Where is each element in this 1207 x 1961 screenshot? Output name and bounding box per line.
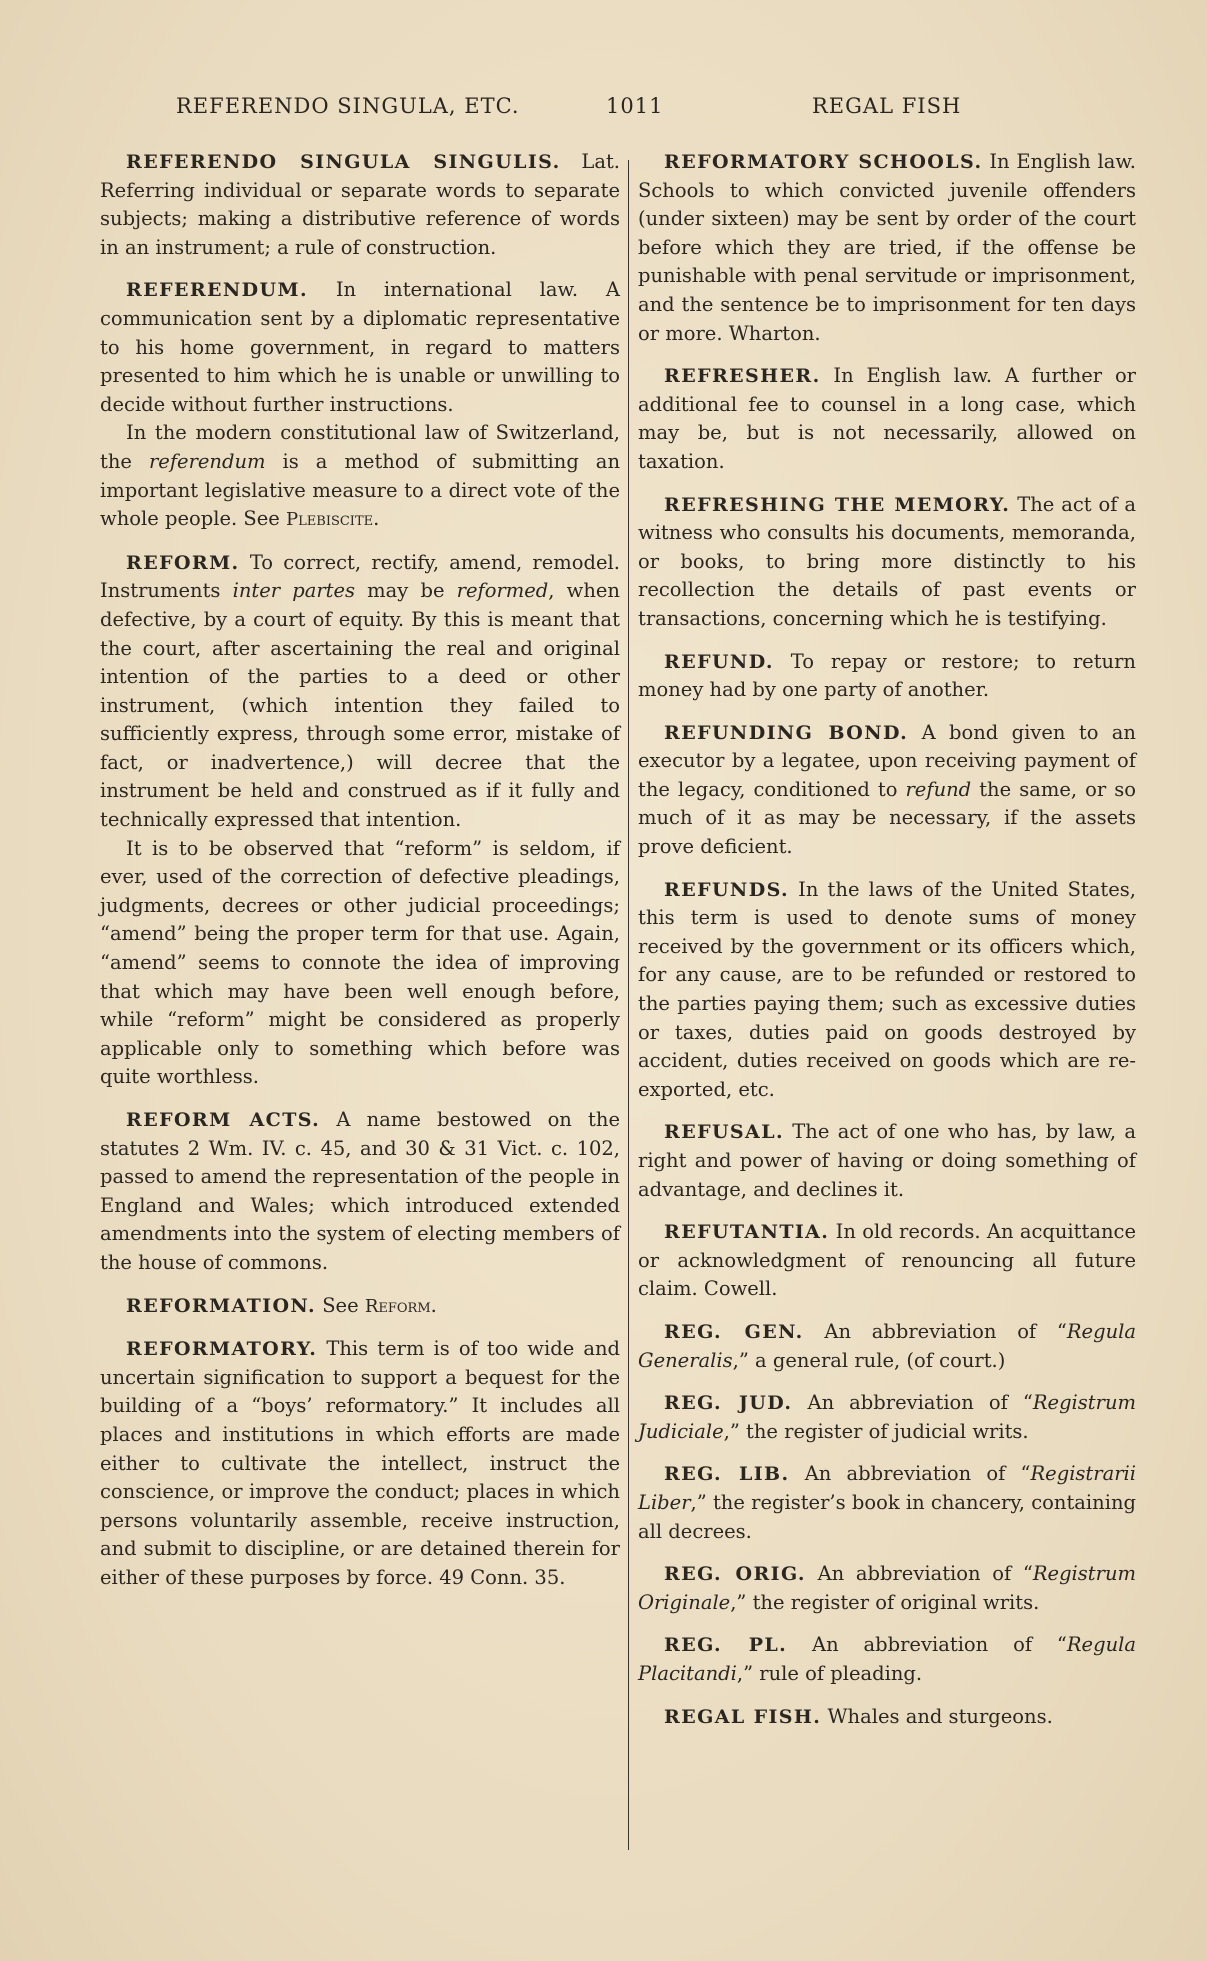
entry-refunding-bond [638, 719, 1136, 862]
entry-reg-jud [638, 1389, 1136, 1446]
running-head-left: REFERENDO SINGULA, ETC. [176, 94, 520, 118]
definition-paragraph: It is to be observed that “reform” is seldom, if ever, used of the correction of defective pleadings, judgments, decrees or other judicial proceedings; “amend” being the proper term for that use. Again, “amend” seems to connote the idea of improving that which may have been well enough before, while “reform” might be considered as properly applicable only to something which before was quite worthless. [100, 836, 620, 1089]
definition-text: See [322, 1293, 365, 1317]
italic-term: inter partes [232, 579, 356, 603]
definition-text: , when defective, by a court of equity. By this is meant that the court, after ascertaining the real and original intention of the parties to a deed or other instrument, (which intention they failed to sufficiently express, through some error, mistake of fact, or inadvertence,) will decree that the instrument be held and construed as if it fully and technically expressed that intention. [100, 579, 620, 832]
entry-reformatory [100, 1335, 620, 1592]
definition: Whales and sturgeons. [827, 1704, 1053, 1728]
definition: Lat. Referring individual or separate words to separate subjects; making a distributive reference of words in an instrument; a rule of construction. [100, 150, 620, 259]
page-number: 1011 [606, 94, 664, 118]
definition-text: . [373, 507, 380, 531]
entry-reform-acts [100, 1106, 620, 1278]
right-column [638, 148, 1136, 1745]
definition: A name bestowed on the statutes 2 Wm. IV. c. 45, and 30 & 31 Vict. c. 102, passed to amend the representation of the people in England and Wales; which introduced extended amendments into the system of electing members of the house of commons. [100, 1108, 620, 1274]
definition: This term is of too wide and uncertain signification to support a bequest for the building of a “boys’ reformatory.” It includes all places and institutions in which efforts are made either to cultivate the intellect, instruct the conscience, or improve the conduct; places in which persons voluntarily assemble, receive instruction, and submit to discipline, or are detained therein for either of these purposes by force. 49 Conn. 35. [100, 1337, 620, 1589]
headword: REGAL FISH. [664, 1705, 822, 1728]
entry-refunds [638, 876, 1136, 1105]
definition-text: is a method of submitting an important legislative measure to a direct vote of the whole people. See [100, 449, 620, 531]
headword: REFORM. [126, 551, 240, 574]
entry-reform [100, 549, 620, 1092]
definition: In English law. Schools to which convicted juvenile offenders (under sixteen) may be sent by order of the court before which they are tried, if the offense be punishable with penal servitude or imprisonment, and the sentence be to imprisonment for ten days or more. Wharton. [638, 150, 1136, 345]
headword: REFRESHING THE MEMORY. [664, 493, 1011, 516]
definition: In the laws of the United States, this term is used to denote sums of money received by the government or its officers which, for any cause, are to be refunded or restored to the parties paying them; such as excessive duties or taxes, duties paid on goods destroyed by accident, duties received on goods which are re-exported, etc. [638, 877, 1136, 1101]
definition-text: An abbreviation of “ [817, 1562, 1033, 1586]
definition-text: ,” rule of pleading. [736, 1661, 923, 1685]
entry-refreshing-the-memory [638, 491, 1136, 634]
definition-text: In the modern constitutional law of Switzerland, the [100, 421, 620, 473]
headword: REFUSAL. [664, 1121, 784, 1144]
headword: REG. GEN. [664, 1320, 804, 1343]
italic-term: refund [905, 777, 972, 801]
italic-term: Registrum Judiciale [638, 1391, 1136, 1443]
italic-term: referendum [148, 449, 266, 473]
entry-referendum [100, 276, 620, 534]
definition: To repay or restore; to return money had by one party of another. [638, 649, 1136, 702]
definition-text: An abbreviation of “ [824, 1319, 1067, 1343]
headword: REFUNDS. [664, 878, 790, 901]
definition: In old records. An acquittance or acknowledgment of renouncing all future claim. Cowell. [638, 1220, 1136, 1301]
definition-text: ,” the register of original writs. [730, 1590, 1040, 1614]
entry-reg-orig [638, 1560, 1136, 1617]
definition-text: ,” the register of judicial writs. [723, 1419, 1029, 1443]
entry-refutantia [638, 1218, 1136, 1304]
definition-text: A bond given to an executor by a legatee, upon receiving payment of the legacy, conditioned to [638, 720, 1136, 801]
entry-regal-fish [638, 1703, 1136, 1732]
headword: REFERENDO SINGULA SINGULIS. [126, 151, 561, 173]
headword: REFUTANTIA. [664, 1221, 830, 1244]
entry-reformatory-schools [638, 148, 1136, 348]
headword: REFRESHER. [664, 365, 821, 388]
entry-reg-gen [638, 1318, 1136, 1375]
italic-term: Registrum Originale [638, 1562, 1136, 1614]
headword: REG. PL. [664, 1634, 788, 1657]
headword: REFORMATION. [126, 1294, 316, 1317]
definition-text: ,” the register’s book in chancery, containing all decrees. [638, 1490, 1136, 1543]
definition: The act of one who has, by law, a right and power of having or doing something of advantage, and declines it. [638, 1120, 1136, 1201]
entry-refresher [638, 362, 1136, 476]
column-divider [628, 160, 629, 1850]
cross-reference: Reform [364, 1295, 431, 1317]
headword: REFORMATORY. [126, 1338, 318, 1361]
headword: REFUND. [664, 650, 774, 673]
headword: REFERENDUM. [126, 279, 308, 302]
headword: REFORM ACTS. [126, 1109, 321, 1131]
definition-text: . [430, 1293, 437, 1317]
definition-text: To correct, rectify, amend, remodel. Instruments [100, 550, 620, 603]
entry-referendo-singula [100, 148, 620, 262]
definition-text: the same, or so much of it as may be necessary, if the assets prove deficient. [638, 777, 1136, 859]
headword: REFORMATORY SCHOOLS. [664, 151, 983, 173]
running-head-right: REGAL FISH [812, 94, 962, 118]
definition-text: ,” a general rule, (of court.) [732, 1348, 1006, 1372]
headword: REG. JUD. [664, 1392, 793, 1415]
definition: In English law. A further or additional fee to counsel in a long case, which may be, but is not necessarily, allowed on taxation. [638, 364, 1137, 473]
definition: In international law. A communication sent by a diplomatic representative to his home government, in regard to matters presented to him which he is unable or unwilling to decide without further instructions. [100, 278, 620, 416]
definition-text: An abbreviation of “ [804, 1462, 1031, 1486]
definition-text: An abbreviation of “ [807, 1391, 1033, 1415]
entry-refusal [638, 1118, 1136, 1204]
running-head [176, 94, 986, 128]
headword: REFUNDING BOND. [664, 721, 909, 744]
left-column [100, 148, 620, 1607]
headword: REG. ORIG. [664, 1563, 806, 1586]
definition-text: may be [355, 579, 457, 603]
definition: The act of a witness who consults his documents, memoranda, or books, to bring more distinctly to his recollection the details of past events or transactions, concerning which he is testifying. [638, 492, 1137, 630]
italic-term: Regula Placitandi [638, 1633, 1136, 1685]
headword: REG. LIB. [664, 1463, 790, 1486]
italic-term: Registrarii Liber [638, 1462, 1137, 1514]
definition-text: An abbreviation of “ [812, 1633, 1067, 1657]
entry-reg-pl [638, 1631, 1136, 1688]
entry-reformation [100, 1292, 620, 1322]
italic-term: reformed [456, 579, 549, 603]
entry-refund [638, 648, 1136, 705]
cross-reference: Plebiscite [286, 509, 374, 531]
entry-reg-lib [638, 1460, 1136, 1546]
italic-term: Regula Generalis [638, 1319, 1136, 1372]
